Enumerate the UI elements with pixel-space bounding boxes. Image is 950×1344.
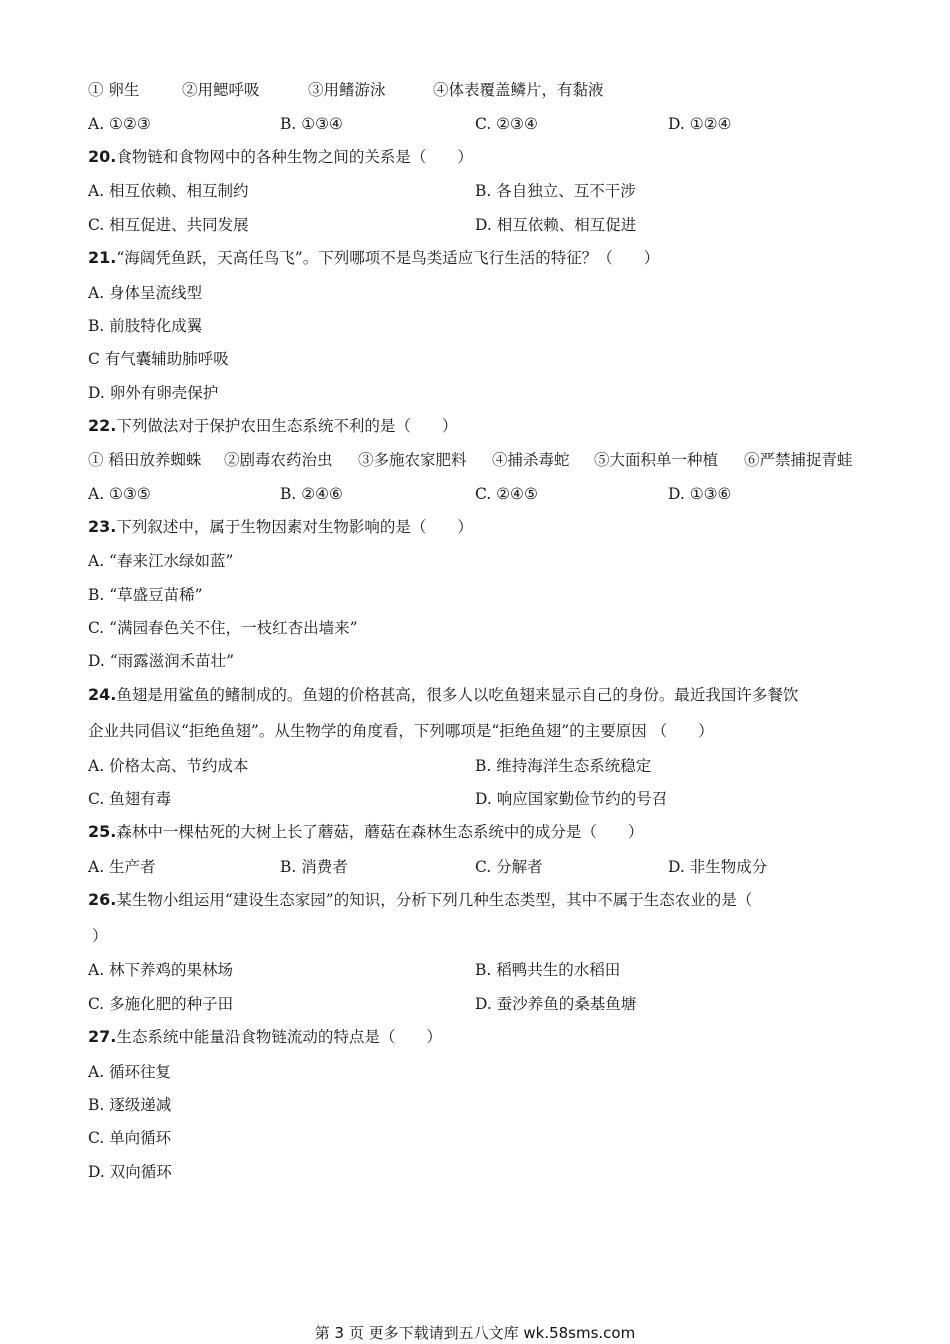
q19-item-2: ②用鳃呼吸 — [182, 81, 260, 99]
question-20 — [88, 147, 473, 167]
q19-option-b: B. ①③④ — [280, 115, 343, 133]
q26-option-b: B. 稻鸭共生的水稻田 — [475, 961, 621, 979]
question-number: 22. — [88, 416, 117, 435]
question-24 — [88, 685, 798, 705]
q24-option-d: D. 响应国家勤俭节约的号召 — [475, 790, 668, 808]
question-22 — [88, 416, 457, 436]
question-23 — [88, 517, 473, 537]
question-number: 21. — [88, 248, 117, 267]
q22-option-b: B. ②④⑥ — [280, 485, 343, 503]
question-text: 鱼翅是用鲨鱼的鳍制成的。鱼翅的价格甚高，很多人以吃鱼翅来显示自己的身份。最近我国许多餐饮 — [116, 686, 799, 704]
q19-option-d: D. ①②④ — [668, 115, 732, 133]
q22-item-1: ① 稻田放养蜘蛛 — [88, 451, 202, 469]
question-26 — [88, 890, 752, 910]
q26-option-a: A. 林下养鸡的果林场 — [88, 961, 234, 979]
question-24-continued: 企业共同倡议“拒绝鱼翅”。从生物学的角度看，下列哪项是“拒绝鱼翅”的主要原因 （ ） — [88, 722, 714, 740]
q27-option-b: B. 逐级递减 — [88, 1096, 172, 1114]
q22-option-d: D. ①③⑥ — [668, 485, 732, 503]
q22-option-c: C. ②④⑤ — [475, 485, 538, 503]
q20-option-d: D. 相互依赖、相互促进 — [475, 216, 637, 234]
q23-option-a: A. “春来江水绿如蓝” — [88, 552, 234, 570]
q24-option-a: A. 价格太高、节约成本 — [88, 757, 249, 775]
question-number: 27. — [88, 1027, 117, 1046]
q22-item-3: ③多施农家肥料 — [358, 451, 467, 469]
question-number: 20. — [88, 147, 117, 166]
question-number: 26. — [88, 890, 117, 909]
q27-option-c: C. 单向循环 — [88, 1129, 172, 1147]
question-number: 25. — [88, 822, 117, 841]
q26-option-c: C. 多施化肥的种子田 — [88, 995, 234, 1013]
q20-option-c: C. 相互促进、共同发展 — [88, 216, 249, 234]
question-text: 森林中一棵枯死的大树上长了蘑菇，蘑菇在森林生态系统中的成分是（ ） — [116, 823, 644, 841]
q25-option-d: D. 非生物成分 — [668, 858, 768, 876]
question-text: 下列做法对于保护农田生态系统不利的是（ ） — [116, 417, 458, 435]
q22-item-4: ④捕杀毒蛇 — [492, 451, 570, 469]
page-footer: 第 3 页 更多下载请到五八文库 wk.58sms.com — [314, 1324, 636, 1342]
q26-option-d: D. 蚕沙养鱼的桑基鱼塘 — [475, 995, 637, 1013]
question-text: “海阔凭鱼跃，天高任鸟飞”。下列哪项不是鸟类适应飞行生活的特征？（ ） — [116, 249, 660, 267]
question-text: 某生物小组运用“建设生态家园”的知识，分析下列几种生态类型，其中不属于生态农业的是（ — [116, 891, 753, 909]
q23-option-c: C. “满园春色关不住，一枝红杏出墙来” — [88, 619, 358, 637]
q23-option-d: D. “雨露滋润禾苗壮” — [88, 652, 235, 670]
q19-item-1: ① 卵生 — [88, 81, 140, 99]
q21-option-b: B. 前肢特化成翼 — [88, 317, 203, 335]
q20-option-a: A. 相互依赖、相互制约 — [88, 182, 249, 200]
question-text: 生态系统中能量沿食物链流动的特点是（ ） — [116, 1028, 442, 1046]
q20-option-b: B. 各自独立、互不干涉 — [475, 182, 636, 200]
q25-option-c: C. 分解者 — [475, 858, 543, 876]
q21-option-a: A. 身体呈流线型 — [88, 284, 203, 302]
question-21 — [88, 248, 659, 268]
q25-option-a: A. 生产者 — [88, 858, 156, 876]
question-text: 下列叙述中，属于生物因素对生物影响的是（ ） — [116, 518, 473, 536]
q21-option-d: D. 卵外有卵壳保护 — [88, 384, 219, 402]
q22-option-a: A. ①③⑤ — [88, 485, 151, 503]
q22-item-5: ⑤大面积单一种植 — [594, 451, 719, 469]
q19-item-3: ③用鳍游泳 — [308, 81, 386, 99]
q27-option-d: D. 双向循环 — [88, 1163, 172, 1181]
q22-item-6: ⑥严禁捕捉青蛙 — [744, 451, 853, 469]
question-26-continued: ） — [92, 927, 108, 945]
question-text: 食物链和食物网中的各种生物之间的关系是（ ） — [116, 148, 473, 166]
question-number: 23. — [88, 517, 117, 536]
q19-option-c: C. ②③④ — [475, 115, 538, 133]
q24-option-b: B. 维持海洋生态系统稳定 — [475, 757, 652, 775]
question-number: 24. — [88, 685, 117, 704]
q24-option-c: C. 鱼翅有毒 — [88, 790, 172, 808]
q23-option-b: B. “草盛豆苗稀” — [88, 586, 203, 604]
question-27 — [88, 1027, 442, 1047]
q19-option-a: A. ①②③ — [88, 115, 151, 133]
q25-option-b: B. 消费者 — [280, 858, 348, 876]
q21-option-c: C 有气囊辅助肺呼吸 — [88, 350, 229, 368]
q27-option-a: A. 循环往复 — [88, 1063, 172, 1081]
question-25 — [88, 822, 643, 842]
q19-item-4: ④体表覆盖鳞片，有黏液 — [433, 81, 604, 99]
q22-item-2: ②剧毒农药治虫 — [224, 451, 333, 469]
